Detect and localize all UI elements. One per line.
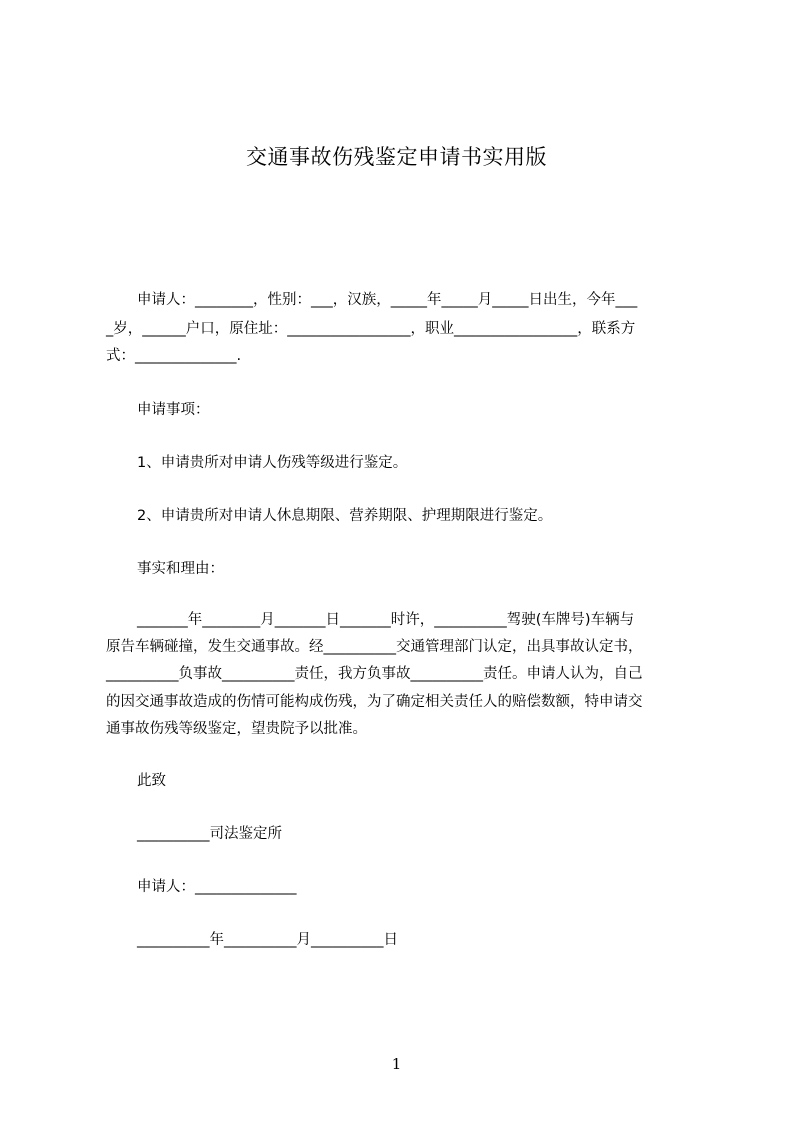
document-title: 交通事故伤残鉴定申请书实用版 [246,145,547,169]
closing: 此致 [137,773,166,789]
facts-heading: 事实和理由： [137,561,224,577]
items-heading: 申请事项： [137,402,210,418]
signature-line: 申请人：______________ [137,879,297,895]
date-line: __________年__________月__________日 [137,932,398,948]
facts-line-4: 的因交通事故造成的伤情可能构成伤残，为了确定相关责任人的赔偿数额，特申请交 [106,694,643,710]
facts-line-3: __________负事故__________责任，我方负事故__________责任。申请人认为，自己 [106,666,643,682]
facts-line-1: _______年________月_______日_______时许，__________驾驶(车牌号)车辆与 [137,612,635,628]
applicant-info-line-3: 式：______________. [106,348,242,364]
facts-line-2: 原告车辆碰撞，发生交通事故。经__________交通管理部门认定，出具事故认定书， [106,639,643,655]
applicant-info-line-1: 申请人：________，性别：___，汉族，_____年_____月_____日出生，今年___ [137,292,638,308]
recipient: __________司法鉴定所 [137,826,282,842]
applicant-info-line-2: _岁，______户口，原住址：_________________，职业_________________，联系方 [106,321,636,337]
facts-line-5: 通事故伤残等级鉴定，望贵院予以批准。 [106,721,367,737]
item-2: 2、申请贵所对申请人休息期限、营养期限、护理期限进行鉴定。 [137,508,553,524]
page-number: 1 [391,1055,402,1073]
item-1: 1、申请贵所对申请人伤残等级进行鉴定。 [137,455,408,471]
